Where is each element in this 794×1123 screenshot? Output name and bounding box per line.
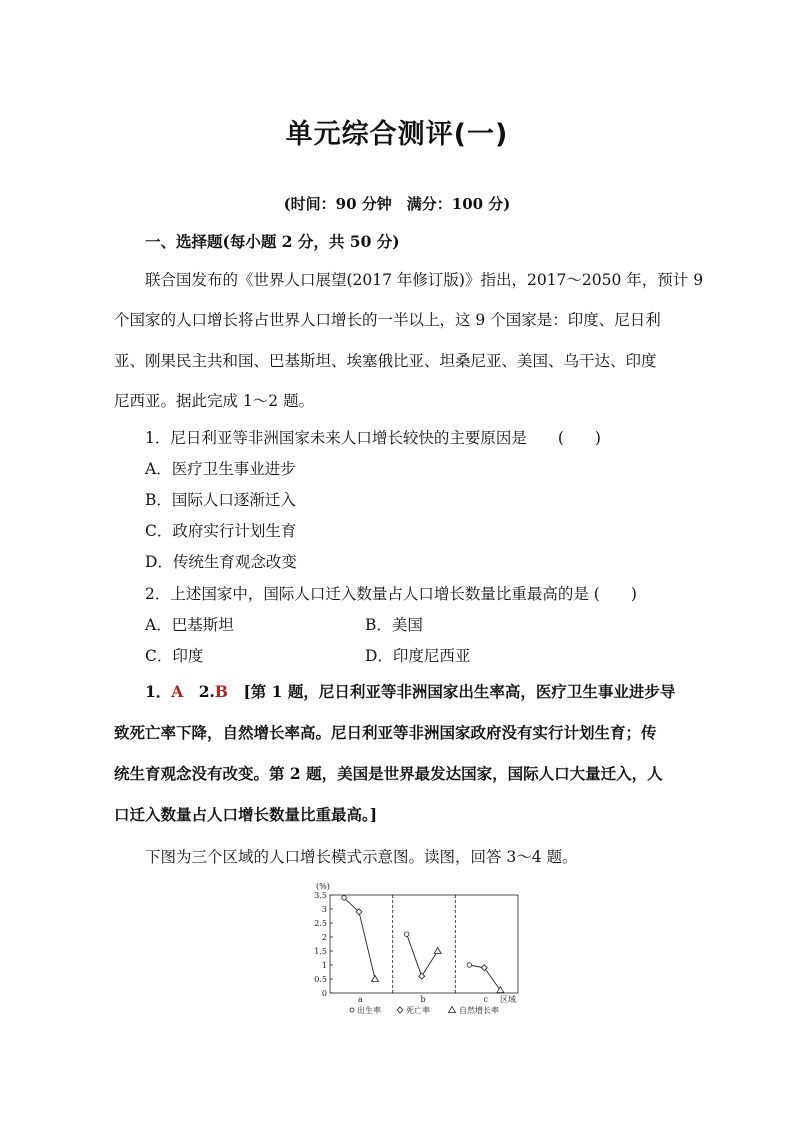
legend-death-icon <box>397 1007 403 1013</box>
explanation-text: [第 1 题，尼日利亚等非洲国家出生率高，医疗卫生事业进步导 <box>243 682 676 701</box>
population-growth-chart <box>300 878 540 1023</box>
legend-death-rate: 死亡率 <box>406 1006 430 1015</box>
birth-rate-point <box>404 932 409 937</box>
y-tick-label: 0 <box>321 989 327 998</box>
y-tick-label: 1.5 <box>314 947 327 956</box>
death-rate-point <box>419 973 425 979</box>
answer-number-2: 2. <box>198 682 215 701</box>
q2-option-c[interactable]: C．印度 <box>145 647 204 665</box>
section-heading: 一、选择题(每小题 2 分，共 50 分) <box>145 232 400 251</box>
y-tick-label: 2 <box>321 933 327 942</box>
explanation-line: 口迁入数量占人口增长数量比重最高。] <box>114 805 378 824</box>
legend-natural-growth: 自然增长率 <box>459 1006 499 1015</box>
legend-growth-icon <box>449 1007 456 1013</box>
x-axis-label: 区域 <box>500 995 516 1004</box>
y-tick-label: 2.5 <box>314 919 327 928</box>
q1-option-b[interactable]: B．国际人口逐渐迁入 <box>145 491 296 509</box>
passage-line: 个国家的人口增长将占世界人口增长的一半以上，这 9 个国家是：印度、尼日利 <box>114 311 661 329</box>
legend-birth-rate: 出生率 <box>357 1006 381 1015</box>
death-rate-point <box>481 965 487 971</box>
natural-growth-point <box>372 976 379 982</box>
answer-number-1: 1． <box>145 682 172 701</box>
explanation-line: 致死亡率下降，自然增长率高。尼日利亚等非洲国家政府没有实行计划生育；传 <box>114 723 657 742</box>
q1-option-a[interactable]: A．医疗卫生事业进步 <box>145 460 296 478</box>
q2-option-d[interactable]: D．印度尼西亚 <box>365 647 471 665</box>
x-category-label: c <box>483 995 488 1004</box>
y-axis-label: (%) <box>316 882 330 891</box>
explanation-line: 统生育观念没有改变。第 2 题，美国是世界最发达国家，国际人口大量迁入，人 <box>114 764 663 783</box>
y-tick-label: 0.5 <box>314 975 327 984</box>
natural-growth-point <box>434 948 441 954</box>
y-tick-label: 3 <box>321 905 327 914</box>
passage-line: 尼西亚。据此完成 1～2 题。 <box>114 392 315 410</box>
q2-option-b[interactable]: B．美国 <box>365 616 423 634</box>
passage-2: 下图为三个区域的人口增长模式示意图。读图，回答 3～4 题。 <box>145 848 578 866</box>
x-category-label: b <box>420 995 426 1004</box>
answer-key-2: B <box>214 682 229 701</box>
natural-growth-point <box>497 987 504 993</box>
exam-info: (时间：90 分钟 满分：100 分) <box>283 195 511 213</box>
q2-option-a[interactable]: A．巴基斯坦 <box>145 616 234 634</box>
legend-birth-icon <box>350 1008 354 1012</box>
q1-option-d[interactable]: D．传统生育观念改变 <box>145 553 297 571</box>
passage-line: 亚、刚果民主共和国、巴基斯坦、埃塞俄比亚、坦桑尼亚、美国、乌干达、印度 <box>114 352 657 370</box>
question-2-stem: 2．上述国家中，国际人口迁入数量占人口增长数量比重最高的是 ( ) <box>145 585 637 603</box>
y-tick-label: 3.5 <box>314 891 327 900</box>
birth-rate-point <box>342 896 347 901</box>
question-1-stem: 1．尼日利亚等非洲国家未来人口增长较快的主要原因是 ( ) <box>145 429 601 447</box>
page-title: 单元综合测评(一) <box>285 119 509 150</box>
q1-option-c[interactable]: C．政府实行计划生育 <box>145 522 297 540</box>
answer-line-1 <box>145 680 675 702</box>
passage-line: 联合国发布的《世界人口展望(2017 年修订版)》指出，2017～2050 年，预计 9 <box>145 271 704 289</box>
series-line-b <box>407 934 438 976</box>
birth-rate-point <box>467 963 472 968</box>
x-category-label: a <box>357 995 363 1004</box>
answer-key-1: A <box>171 682 184 701</box>
y-tick-label: 1 <box>321 961 327 970</box>
